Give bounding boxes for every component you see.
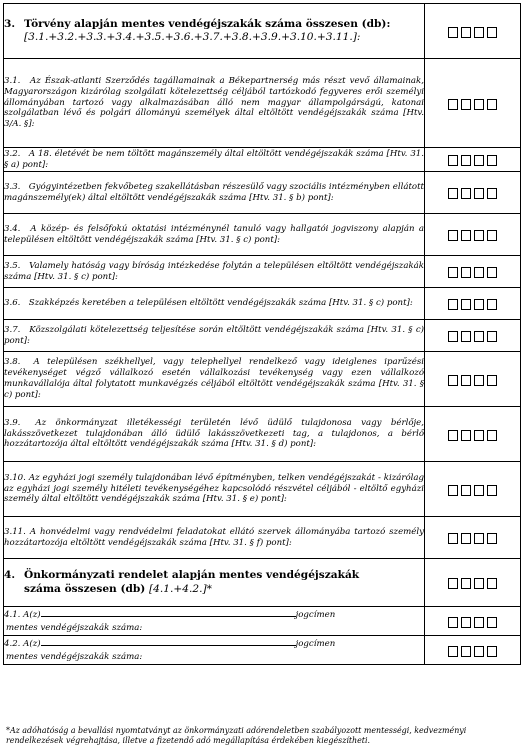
row-text: A 18. életévét be nem töltött magánszemély által eltöltött vendégéjszakák száma [Htv. 31. § a) pont]: [4, 148, 424, 170]
row-number: 3.10. [4, 472, 26, 483]
row-3-4 [4, 214, 521, 256]
digit-boxes[interactable] [425, 59, 521, 148]
row-number: 3.5. [4, 260, 21, 271]
section-4-title: Önkormányzati rendelet alapján mentes vendégéjszakák [24, 569, 360, 582]
row-description [4, 352, 425, 407]
section-3-row [4, 4, 521, 59]
section-3-header [4, 4, 425, 59]
digit-boxes[interactable] [425, 148, 521, 172]
section-3-number: 3. [4, 17, 16, 30]
row-text: A közép- és felsőfokú oktatási intézménynél tanuló vagy hallgatói jogviszony alapján a településen eltöltött vendégéjszakák száma [Htv. 31. § c) pont]: [4, 223, 424, 245]
digit-boxes[interactable] [425, 407, 521, 462]
section-3-formula: [3.1.+3.2.+3.3.+3.4.+3.5.+3.6.+3.7.+3.8.+3.9.+3.10.+3.11.]: [24, 31, 361, 43]
section-3-title: Törvény alapján mentes vendégéjszakák száma összesen (db): [24, 17, 391, 30]
row-number: 3.9. [4, 417, 21, 428]
row-text: Gyógyintézetben fekvőbeteg szakellátásban részesülő vagy szociális intézményben ellátott magánszemély(ek) által eltöltött vendégéjszakák száma [Htv. 31. § b) pont]: [4, 181, 424, 203]
row-text: Az önkormányzat illetékességi területén lévő üdülő tulajdonosa vagy bérlője, lakásszövetkezet tulajdonában álló üdülő lakásszövetkezeti tag, a tulajdonos, a bérlő hozzátartozója által eltöltött vendégéjszakák száma [Htv. 31. § d) pont]: [4, 417, 424, 450]
section-4-digit-boxes[interactable] [425, 559, 521, 607]
row-number: 3.11. [4, 526, 26, 537]
row-text: Az egyházi jogi személy tulajdonában lévő építményben, telken vendégéjszakát - kizárólag az egyházi jogi személy hitéleti tevékenységéhez kapcsolódó részvétel céljából - eltöltő egyházi személy által eltöltött vendégéjszakák száma [Htv. 31. § e) pont]: [4, 472, 425, 505]
row-description [4, 320, 425, 352]
row-description [4, 462, 425, 517]
row-description [4, 214, 425, 256]
row-text: Szakképzés keretében a településen eltöltött vendégéjszakák száma [Htv. 31. § c) pont]: [28, 298, 413, 309]
digit-boxes[interactable] [425, 462, 521, 517]
section-4-title-line2: száma összesen (db) [24, 582, 146, 595]
section-4-number: 4. [4, 569, 16, 582]
row-3-2 [4, 148, 521, 172]
row-4-1 [4, 607, 521, 636]
row-3-11 [4, 517, 521, 559]
row-3-8 [4, 352, 521, 407]
row-4-2 [4, 636, 521, 665]
digit-boxes[interactable] [425, 288, 521, 320]
row-3-5 [4, 256, 521, 288]
row-line2: mentes vendégéjszakák száma: [6, 652, 143, 662]
exemption-table [3, 3, 521, 665]
row-prefix: A(z) [23, 610, 41, 620]
row-3-10 [4, 462, 521, 517]
fill-description [4, 607, 425, 636]
row-number: 3.6. [4, 298, 21, 309]
row-prefix: A(z) [23, 639, 41, 649]
section-4-formula: [4.1.+4.2.]* [149, 582, 212, 595]
row-text: A településen székhellyel, vagy telephellyel rendelkező vagy ideiglenes iparűzési tevékenységet végző vállalkozó esetén vállalkozási tevékenység vagy ezen vállalkozó munkavállalója által folytatott munkavégzés céljából eltöltött vendégéjszakák száma [Htv. 31. § c) pont]: [4, 357, 424, 400]
row-3-3 [4, 172, 521, 214]
row-text: A honvédelmi vagy rendvédelmi feladatokat ellátó szervek állományába tartozó személy hozzátartozója eltöltött vendégéjszakák száma [Htv. 31. § f) pont]: [4, 526, 424, 548]
digit-boxes[interactable] [425, 636, 521, 665]
row-text: Valamely hatóság vagy bíróság intézkedése folytán a településen eltöltött vendégéjszakák száma [Htv. 31. § c) pont]: [4, 260, 424, 282]
row-suffix: jogcímen [295, 639, 336, 649]
row-text: Közszolgálati kötelezettség teljesítése során eltöltött vendégéjszakák száma [Htv. 31. § c) pont]: [4, 324, 425, 346]
row-3-9 [4, 407, 521, 462]
row-line2: mentes vendégéjszakák száma: [6, 623, 143, 633]
row-number: 3.3. [4, 181, 21, 192]
row-description [4, 288, 425, 320]
row-description [4, 172, 425, 214]
digit-boxes[interactable] [425, 172, 521, 214]
row-number: 4.2. [4, 639, 21, 649]
row-text: Az Észak-atlanti Szerződés tagállamainak a Békepartnerség más részt vevő államainak, Magyarországon kizárólag szolgálati kötelezettség céljából tartózkodó fegyveres erői személyi állományában tartozó vagy alkalmazásában álló nem magyar állampolgárságú, katonai szolgálatban lévő és polgári állományú személyek által eltöltött vendégéjszakák száma [Htv. 3/A. §]: [4, 76, 424, 130]
row-number: 3.1. [4, 76, 21, 86]
digit-boxes[interactable] [425, 517, 521, 559]
row-3-7 [4, 320, 521, 352]
row-description [4, 517, 425, 559]
section-3-digit-boxes[interactable] [425, 4, 521, 59]
row-number: 3.7. [4, 324, 21, 335]
row-number: 3.8. [4, 357, 21, 368]
digit-boxes[interactable] [425, 352, 521, 407]
section-4-header [4, 559, 425, 607]
digit-boxes[interactable] [425, 256, 521, 288]
row-description [4, 148, 425, 172]
row-description [4, 256, 425, 288]
row-3-1 [4, 59, 521, 148]
digit-boxes[interactable] [425, 214, 521, 256]
row-description [4, 407, 425, 462]
digit-boxes[interactable] [425, 320, 521, 352]
row-3-6 [4, 288, 521, 320]
row-number: 3.4. [4, 223, 21, 234]
row-description [4, 59, 425, 148]
row-suffix: jogcímen [295, 610, 336, 620]
section-4-row [4, 559, 521, 607]
digit-boxes[interactable] [425, 607, 521, 636]
legal-basis-field[interactable] [41, 636, 296, 646]
row-number: 4.1. [4, 610, 21, 620]
row-number: 3.2. [4, 148, 21, 159]
footnote: *Az adóhatóság a bevallási nyomtatványt az önkormányzati adórendeletben szabályozott mentességi, kedvezményi rendelkezések végrehajtása, illetve a fizetendő adó megállapítása érdekében kiegészítheti. [6, 726, 467, 745]
fill-description [4, 636, 425, 665]
legal-basis-field[interactable] [41, 607, 296, 617]
